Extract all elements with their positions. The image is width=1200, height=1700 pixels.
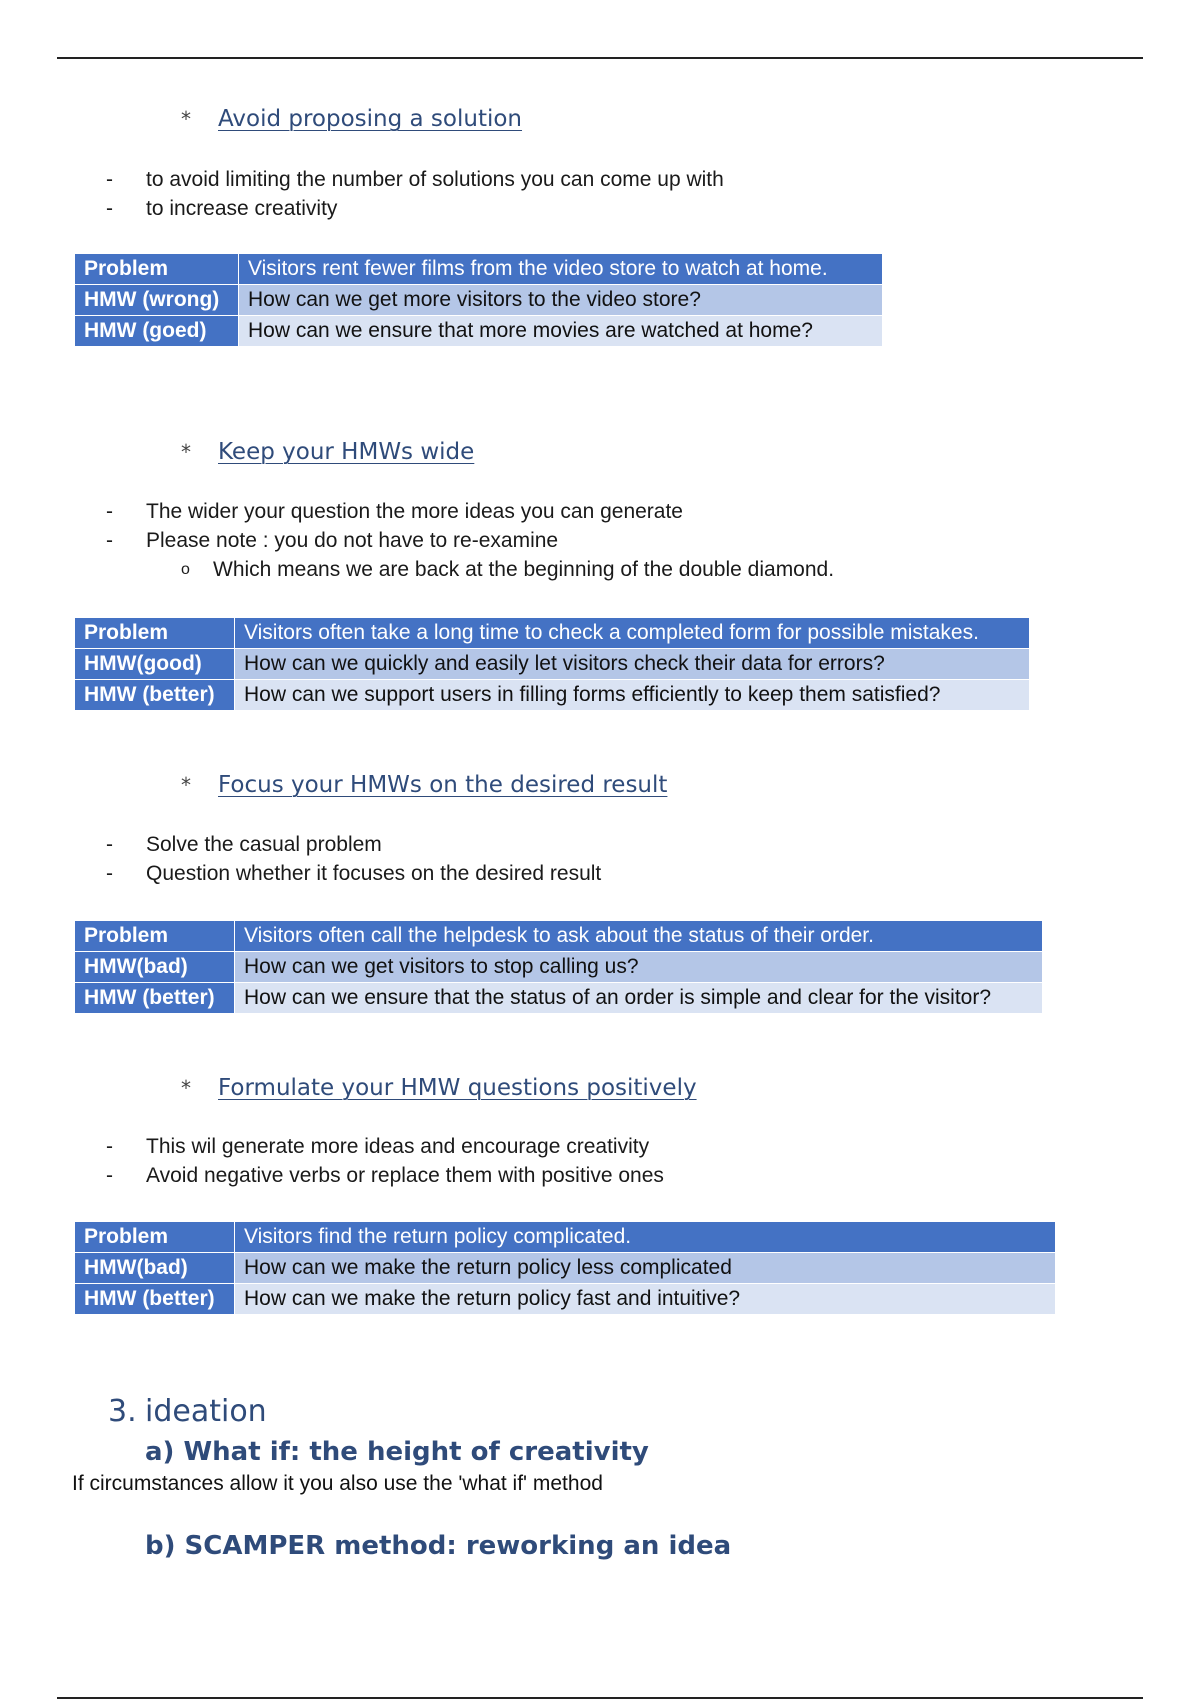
subheading-b: b) SCAMPER method: reworking an idea <box>145 1531 732 1561</box>
list-item: - Avoid negative verbs or replace them with positive ones <box>106 1163 664 1187</box>
bullet-list-1 <box>106 165 724 223</box>
list-item: - to avoid limiting the number of solutions you can come up with <box>106 167 724 191</box>
hmw-table-3 <box>74 920 1043 1014</box>
table-row: HMW(bad) How can we get visitors to stop calling us? <box>75 952 1043 983</box>
star-bullet-icon: * <box>181 1076 191 1100</box>
section-heading-4: * Formulate your HMW questions positively <box>181 1075 697 1101</box>
bullet-list-4 <box>106 1132 664 1190</box>
list-item: - This wil generate more ideas and encourage creativity <box>106 1134 650 1158</box>
table-row: HMW(good) How can we quickly and easily let visitors check their data for errors? <box>75 649 1030 680</box>
dash-bullet-icon: - <box>106 1134 113 1158</box>
section-heading-3: * Focus your HMWs on the desired result <box>181 772 668 798</box>
dash-bullet-icon: - <box>106 832 113 856</box>
table-row: Problem Visitors rent fewer films from the video store to watch at home. <box>75 254 883 285</box>
list-item: - Solve the casual problem <box>106 832 382 856</box>
dash-bullet-icon: - <box>106 528 113 552</box>
bullet-list-2 <box>106 497 834 584</box>
section-heading-1: * Avoid proposing a solution <box>181 106 523 132</box>
table-row: Problem Visitors find the return policy complicated. <box>75 1222 1056 1253</box>
dash-bullet-icon: - <box>106 1163 113 1187</box>
hmw-table-2 <box>74 617 1030 711</box>
table-row: HMW (wrong) How can we get more visitors to the video store? <box>75 285 883 316</box>
dash-bullet-icon: - <box>106 196 113 220</box>
star-bullet-icon: * <box>181 773 191 797</box>
star-bullet-icon: * <box>181 440 191 464</box>
table-row: Problem Visitors often call the helpdesk to ask about the status of their order. <box>75 921 1043 952</box>
table-row: Problem Visitors often take a long time to check a completed form for possible mistakes. <box>75 618 1030 649</box>
subheading-a: a) What if: the height of creativity <box>145 1437 649 1467</box>
circle-bullet-icon: o <box>181 560 190 578</box>
footer-rule <box>57 1697 1143 1699</box>
list-item: - The wider your question the more ideas you can generate <box>106 499 683 523</box>
list-item: - Question whether it focuses on the desired result <box>106 861 602 885</box>
star-bullet-icon: * <box>181 107 191 131</box>
dash-bullet-icon: - <box>106 861 113 885</box>
bullet-list-3 <box>106 830 601 888</box>
list-item: - to increase creativity <box>106 196 338 220</box>
table-row: HMW (goed) How can we ensure that more movies are watched at home? <box>75 316 883 347</box>
dash-bullet-icon: - <box>106 499 113 523</box>
chapter-heading: 3. ideation <box>108 1394 267 1429</box>
table-row: HMW (better) How can we ensure that the status of an order is simple and clear for the visitor? <box>75 983 1043 1014</box>
paragraph-what-if: If circumstances allow it you also use the 'what if' method <box>72 1472 603 1495</box>
hmw-table-4 <box>74 1221 1056 1315</box>
hmw-table-1 <box>74 253 883 347</box>
list-item: o Which means we are back at the beginning of the double diamond. <box>181 557 835 581</box>
header-rule <box>57 57 1143 59</box>
table-row: HMW (better) How can we support users in filling forms efficiently to keep them satisfied? <box>75 680 1030 711</box>
table-row: HMW (better) How can we make the return policy fast and intuitive? <box>75 1284 1056 1315</box>
section-heading-2: * Keep your HMWs wide <box>181 439 475 465</box>
dash-bullet-icon: - <box>106 167 113 191</box>
table-row: HMW(bad) How can we make the return policy less complicated <box>75 1253 1056 1284</box>
list-item: - Please note : you do not have to re-examine <box>106 528 559 552</box>
